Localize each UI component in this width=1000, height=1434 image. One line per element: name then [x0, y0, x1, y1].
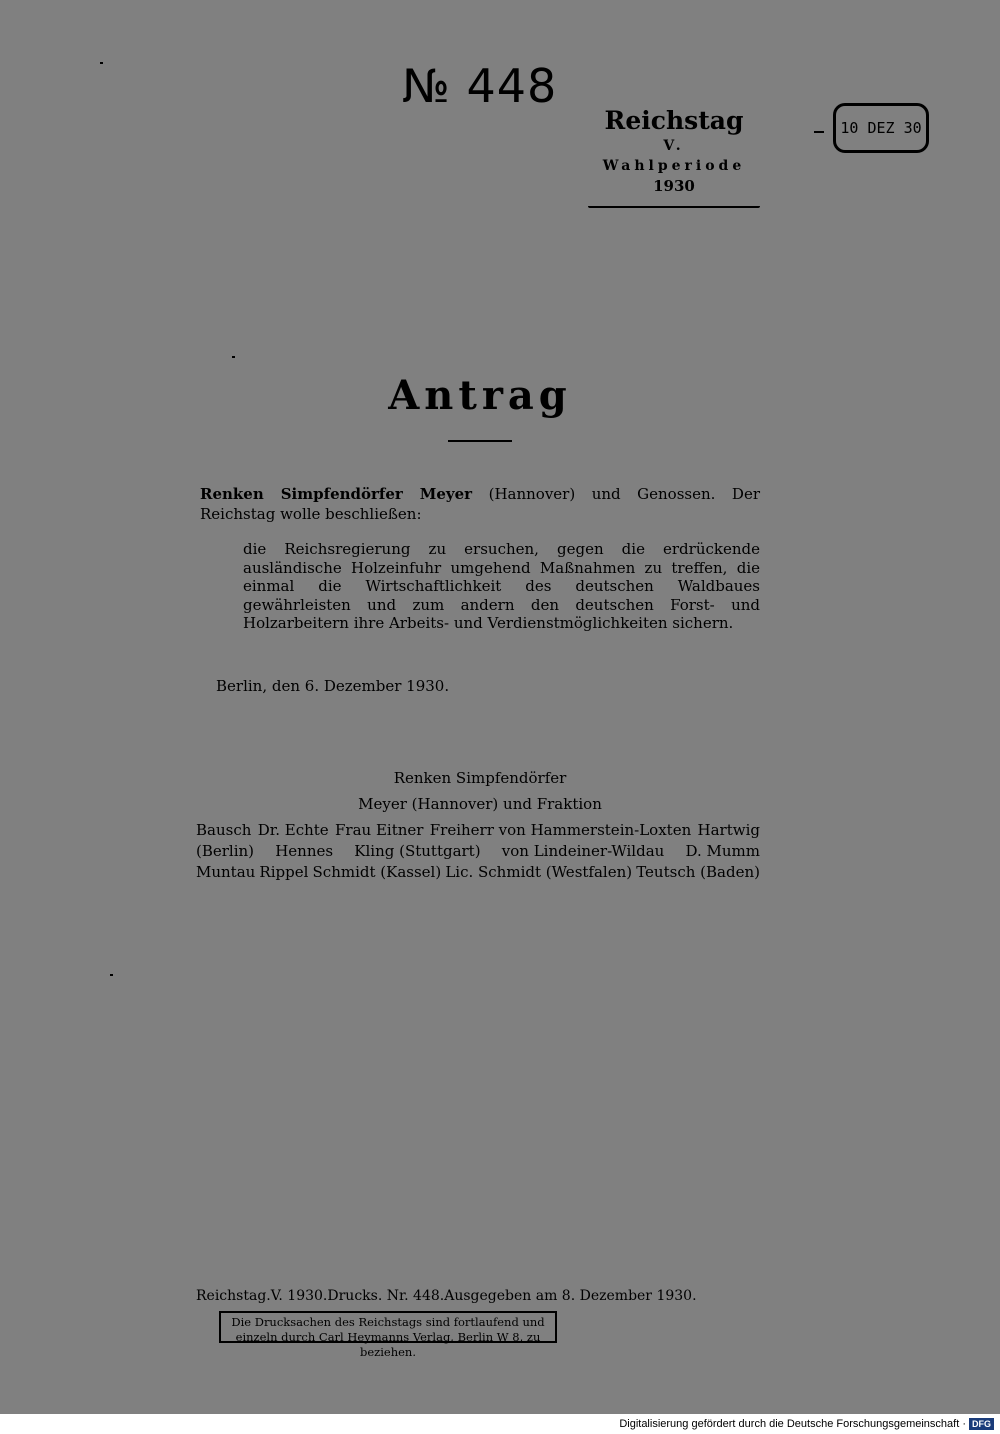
- digitization-credit: [619, 1418, 994, 1430]
- signatory: von Lindeiner-Wildau: [501, 842, 665, 860]
- intro-rest: (Hannover) und Genossen. Der Reichstag wolle beschließen:: [200, 485, 760, 523]
- scan-speck: [110, 974, 113, 976]
- reichstag-box: [588, 106, 760, 208]
- dfg-logo: DFG: [969, 1418, 994, 1430]
- box-underline: [588, 206, 760, 208]
- intro-signers: Renken Simpfendörfer Meyer: [200, 485, 473, 503]
- date-line: Berlin, den 6. Dezember 1930.: [216, 677, 450, 695]
- signatory-row: [196, 841, 760, 862]
- signature-line-1: Renken Simpfendörfer: [393, 769, 567, 787]
- heading-rule: [448, 440, 512, 442]
- signatory: Hennes: [275, 842, 334, 860]
- signatory-names: [196, 820, 760, 883]
- signatory: Teutsch (Baden): [636, 863, 760, 881]
- electoral-period: V. Wahlperiode: [602, 138, 746, 174]
- signatory: Schmidt (Kassel): [312, 863, 442, 881]
- motion-text: die Reichsregierung zu ersuchen, gegen die erdrückende ausländische Holzeinfuhr umgehend Maßnahmen zu treffen, die einmal die Wirtschaftlichkeit des deutschen Waldbaues gewährleisten und zum andern den deutschen Forst- und Holzarbeitern ihre Arbeits- und Verdienstmöglichkeiten sichern.: [243, 540, 760, 632]
- signatory: Kling (Stuttgart): [354, 842, 481, 860]
- signatory: Muntau: [196, 863, 256, 881]
- document-number: № 448: [402, 59, 558, 113]
- reichstag-title: Reichstag: [604, 106, 744, 135]
- date-stamp: 10 DEZ 30: [833, 103, 929, 153]
- signatory: Lic. Schmidt (Westfalen): [445, 863, 633, 881]
- signatory: Dr. Echte: [257, 821, 329, 839]
- signatory: Freiherr von Hammerstein-Loxten: [429, 821, 692, 839]
- stamp-dash: [814, 131, 824, 133]
- scan-speck: [100, 62, 103, 64]
- signatory-row: [196, 820, 760, 841]
- signatory: Bausch: [196, 821, 252, 839]
- footer-part: Ausgegeben am 8. Dezember 1930.: [444, 1288, 697, 1304]
- period-year: 1930: [653, 177, 695, 195]
- scan-speck: [232, 356, 235, 358]
- footer-part: Reichstag.: [196, 1288, 271, 1304]
- signatory: (Berlin): [196, 842, 255, 860]
- footer-part: V. 1930.: [270, 1288, 328, 1304]
- signatory: D. Mumm: [685, 842, 760, 860]
- publisher-notice: Die Drucksachen des Reichstags sind fortlaufend und einzeln durch Carl Heymanns Verlag, Berlin W 8, zu beziehen.: [219, 1311, 557, 1343]
- signatory: Frau Eitner: [335, 821, 424, 839]
- credit-text: Digitalisierung gefördert durch die Deutsche Forschungsgemeinschaft ·: [619, 1418, 966, 1430]
- signatory: Hartwig: [697, 821, 760, 839]
- footer-line: [196, 1288, 697, 1304]
- footer-part: Drucks. Nr. 448.: [327, 1288, 445, 1304]
- document-heading: Antrag: [388, 372, 572, 419]
- signatory-row: [196, 862, 760, 883]
- intro-paragraph: [200, 484, 760, 524]
- signature-line-2: Meyer (Hannover) und Fraktion: [358, 795, 602, 813]
- signatory: Rippel: [259, 863, 309, 881]
